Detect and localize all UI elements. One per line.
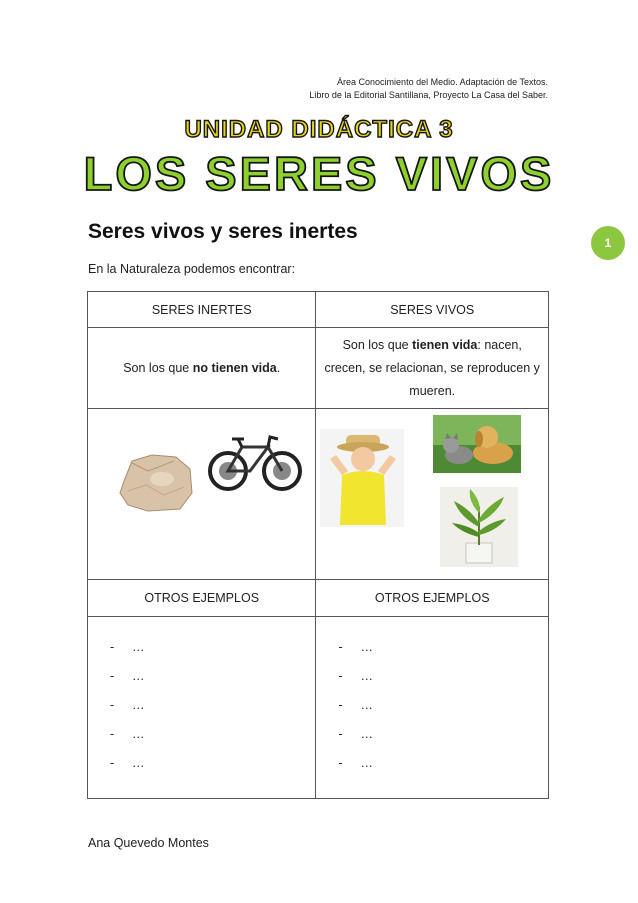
list-item-text: … xyxy=(132,640,145,654)
list-item xyxy=(110,699,315,728)
table-header-row xyxy=(88,292,549,328)
list-item-text: … xyxy=(360,698,373,712)
images-inertes xyxy=(88,409,316,580)
examples-inertes xyxy=(88,617,316,799)
potted-plant-image xyxy=(440,487,518,567)
unit-title: UNIDAD DIDÁCTICA 3 xyxy=(184,116,454,143)
def-inertes-post: . xyxy=(276,360,281,375)
boy-image xyxy=(320,429,404,527)
list-item-text: … xyxy=(132,669,145,683)
list-item xyxy=(110,670,315,699)
list-dash: - xyxy=(110,669,115,683)
list-item-text: … xyxy=(360,669,373,683)
list-item xyxy=(338,670,548,699)
cat-and-dog-image xyxy=(433,415,521,473)
rock-image xyxy=(118,451,194,513)
def-inertes-bold: no tienen vida xyxy=(192,360,277,375)
def-inertes-pre: Son los que xyxy=(123,360,193,375)
header-note xyxy=(309,76,548,102)
definition-vivos xyxy=(316,328,549,409)
list-item-text: … xyxy=(360,640,373,654)
section-heading: Seres vivos y seres inertes xyxy=(88,220,358,243)
definition-inertes xyxy=(88,328,316,409)
def-vivos-pre: Son los que xyxy=(342,337,413,352)
list-item xyxy=(338,757,548,786)
list-item xyxy=(110,641,315,670)
list-dash: - xyxy=(338,756,343,770)
header-vivos: SERES VIVOS xyxy=(316,292,549,328)
list-dash: - xyxy=(110,640,115,654)
examples-row xyxy=(88,617,549,799)
list-vivos xyxy=(316,629,548,786)
header-note-line1: Área Conocimiento del Medio. Adaptación de Textos. xyxy=(337,77,548,87)
list-dash: - xyxy=(338,698,343,712)
list-dash: - xyxy=(338,669,343,683)
list-dash: - xyxy=(110,698,115,712)
images-vivos xyxy=(316,409,549,580)
list-dash: - xyxy=(110,727,115,741)
list-item xyxy=(338,641,548,670)
list-item-text: … xyxy=(132,756,145,770)
otros-ejemplos-row xyxy=(88,580,549,617)
header-inertes: SERES INERTES xyxy=(88,292,316,328)
header-note-line2: Libro de la Editorial Santillana, Proyecto La Casa del Saber. xyxy=(309,90,548,100)
list-dash: - xyxy=(338,640,343,654)
image-row xyxy=(88,409,549,580)
list-dash: - xyxy=(110,756,115,770)
comparison-table xyxy=(87,291,549,799)
list-item-text: … xyxy=(132,698,145,712)
otros-ejemplos-left: OTROS EJEMPLOS xyxy=(88,580,316,617)
list-item xyxy=(110,757,315,786)
intro-text: En la Naturaleza podemos encontrar: xyxy=(88,262,296,276)
main-title: LOS SERES VIVOS xyxy=(83,147,555,200)
list-dash: - xyxy=(338,727,343,741)
list-inertes xyxy=(88,629,315,786)
examples-vivos xyxy=(316,617,549,799)
otros-ejemplos-right: OTROS EJEMPLOS xyxy=(316,580,549,617)
list-item xyxy=(110,728,315,757)
definition-row xyxy=(88,328,549,409)
list-item-text: … xyxy=(132,727,145,741)
list-item xyxy=(338,728,548,757)
footer-author: Ana Quevedo Montes xyxy=(88,836,209,850)
page-number-badge: 1 xyxy=(591,226,625,260)
def-vivos-post: : nacen, crecen, se relacionan, se reproducen y mueren. xyxy=(324,337,540,398)
list-item-text: … xyxy=(360,727,373,741)
def-vivos-bold: tienen vida xyxy=(412,337,478,352)
list-item xyxy=(338,699,548,728)
bicycle-image xyxy=(208,431,302,495)
list-item-text: … xyxy=(360,756,373,770)
